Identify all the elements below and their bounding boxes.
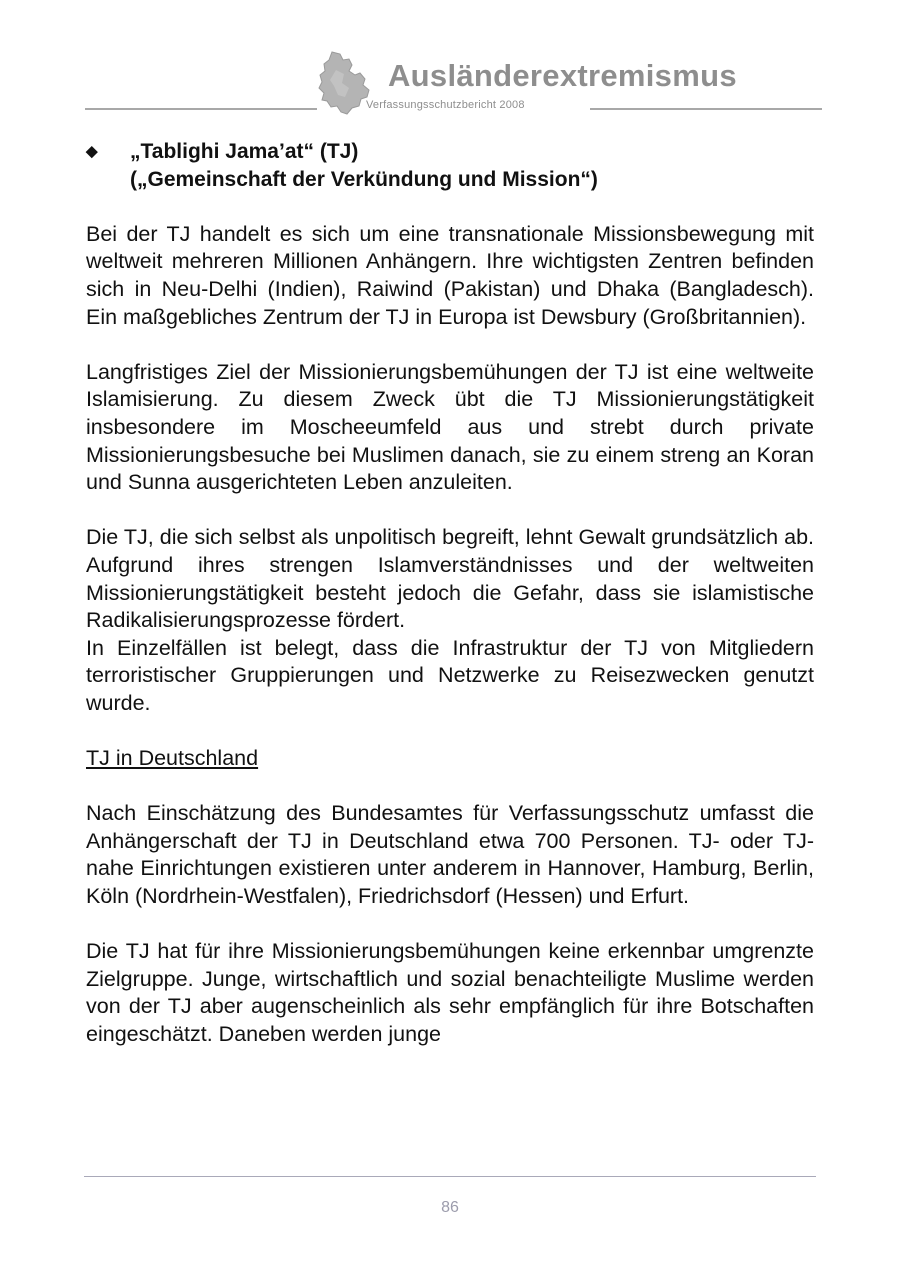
paragraph-2: Langfristiges Ziel der Missionierungsbemühungen der TJ ist eine weltweite Islamisierung. Zu diesem Zweck übt die TJ Missionierungstätigkeit insbesondere im Moscheeumfeld aus und strebt durch private Missionierungsbesuche bei Muslimen danach, sie zu einem streng an Koran und Sunna ausgerichteten Leben anzuleiten. <box>86 359 814 495</box>
section-title-line-2: („Gemeinschaft der Verkündung und Mission“) <box>130 167 598 191</box>
header-rule-left <box>85 108 317 110</box>
header-rule-right <box>590 108 822 110</box>
paragraph-4: In Einzelfällen ist belegt, dass die Infrastruktur der TJ von Mitgliedern terroristischer Gruppierungen und Netzwerke zu Reisezwecken genutzt wurde. <box>86 635 814 715</box>
diamond-bullet-icon: ◆ <box>86 143 98 160</box>
page-number: 86 <box>441 1199 459 1216</box>
header-subtitle: Verfassungsschutzbericht 2008 <box>366 99 525 111</box>
page-content <box>86 138 814 1049</box>
paragraph-6: Die TJ hat für ihre Missionierungsbemühungen keine erkennbar umgrenzte Zielgruppe. Junge, wirtschaftlich und sozial benachteiligte Muslime werden von der TJ aber augenscheinlich als sehr empfänglich für ihre Botschaften eingeschätzt. Daneben werden junge <box>86 939 814 1046</box>
paragraph-3: Die TJ, die sich selbst als unpolitisch begreift, lehnt Gewalt grundsätzlich ab. Aufgrund ihres strengen Islamverständnisses und der weltweiten Missionierungstätigkeit besteht jedoch die Gefahr, dass sie islamistische Radikalisierungsprozesse fördert. <box>86 525 814 633</box>
page-header <box>0 0 900 125</box>
footer-rule <box>84 1176 816 1177</box>
section-title-line-1: „Tablighi Jama’at“ (TJ) <box>130 140 359 163</box>
paragraph-5: Nach Einschätzung des Bundesamtes für Verfassungsschutz umfasst die Anhängerschaft der TJ in Deutschland etwa 700 Personen. TJ- oder TJ-nahe Einrichtungen existieren unter anderem in Hannover, Hamburg, Berlin, Köln (Nordrhein-Westfalen), Friedrichsdorf (Hessen) und Erfurt. <box>86 801 814 909</box>
section-heading <box>86 138 814 193</box>
subheading-tj-in-deutschland: TJ in Deutschland <box>86 746 259 771</box>
header-title: Ausländerextremismus <box>388 58 737 93</box>
paragraph-1: Bei der TJ handelt es sich um eine transnationale Missionsbewegung mit weltweit mehreren Millionen Anhängern. Ihre wichtigsten Zentren befinden sich in Neu-Delhi (Indien), Raiwind (Pakistan) und Dhaka (Bangladesch). Ein maßgebliches Zentrum der TJ in Europa ist Dewsbury (Großbritannien). <box>86 221 814 329</box>
